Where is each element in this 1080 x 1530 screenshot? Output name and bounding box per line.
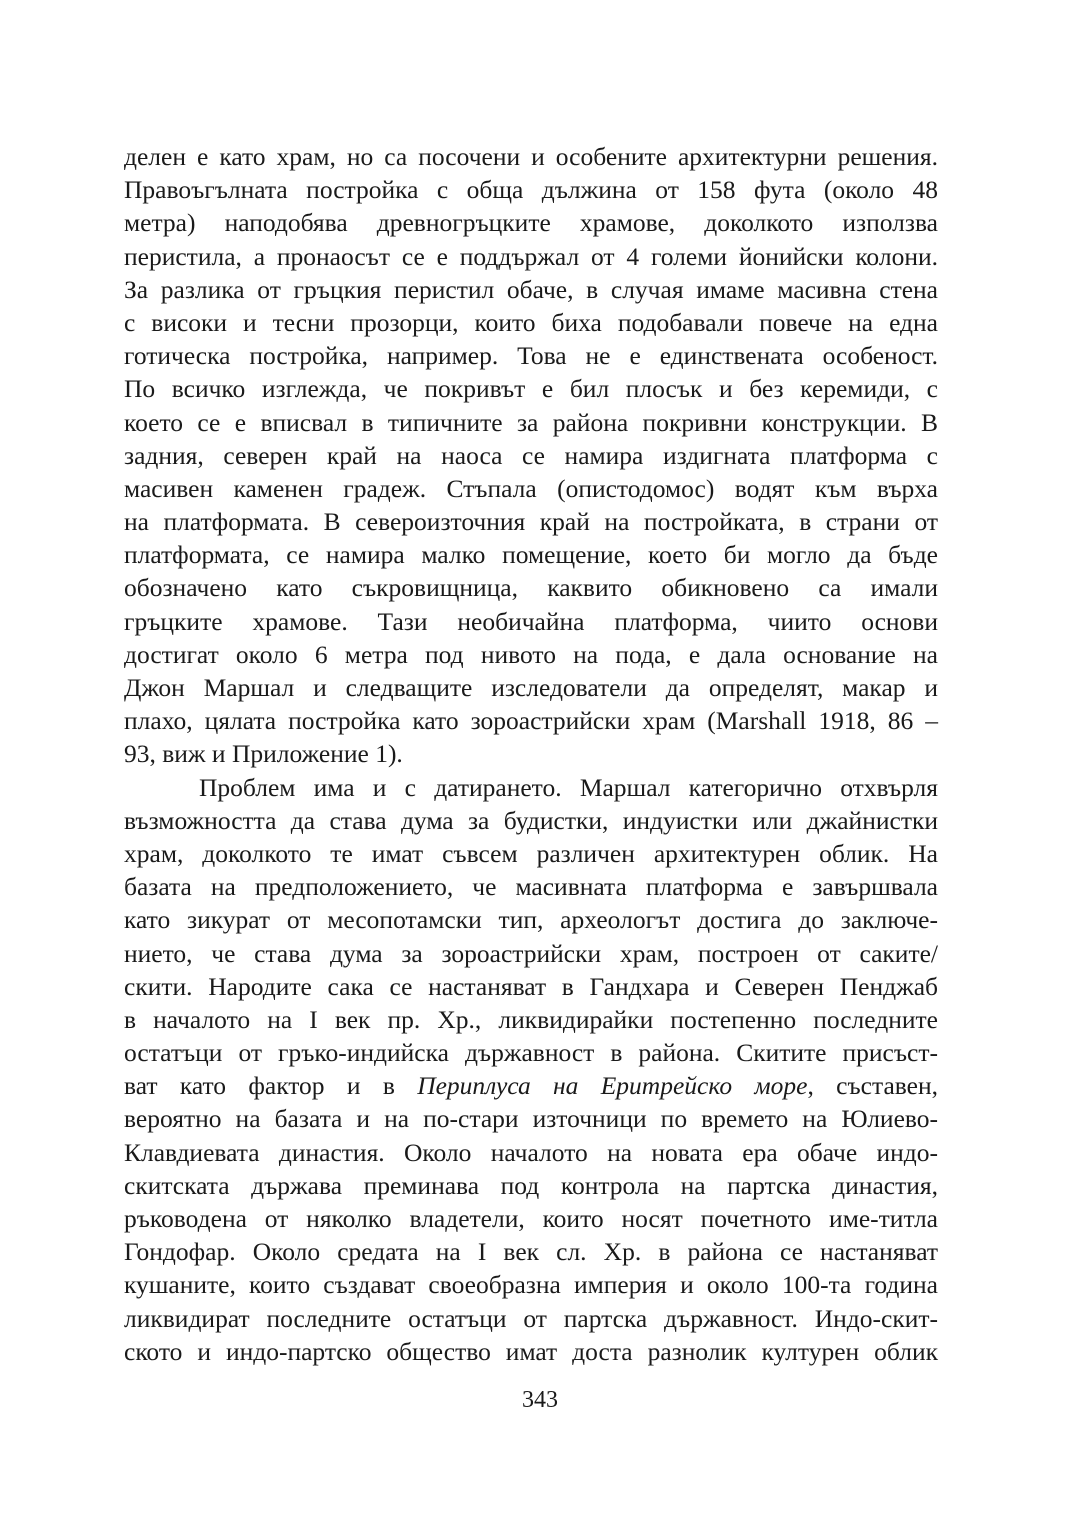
text-line: Правоъгълната постройка с обща дължина от 158 фута (около 48 [124, 175, 938, 205]
text-line: като зикурат от месопотамски тип, археологът достига до заключе- [124, 905, 938, 935]
page-number: 343 [522, 1387, 558, 1413]
text-line-with-title [124, 1069, 938, 1102]
text-line: базата на предположението, че масивната платформа е завършвала [124, 872, 938, 902]
paragraph-2 [124, 771, 938, 1368]
text-line: скитската държава преминава под контрола на партска династия, [124, 1170, 938, 1200]
text-line: гръцките храмове. Тази необичайна платформа, чиито основи [124, 606, 938, 636]
text-line: За разлика от гръцкия перистил обаче, в случая имаме масивна стена [124, 274, 938, 304]
text-line: По всичко изглежда, че покривът е бил плосък и без керемиди, с [124, 374, 938, 404]
text-line: плахо, цялата постройка като зороастрийски храм (Marshall 1918, 86 – [124, 706, 938, 736]
text-line: вероятно на базата и на по-стари източници по времето на Юлиево- [124, 1104, 938, 1134]
text-line: остатъци от гръко-индийска държавност в района. Скитите присъст- [124, 1038, 938, 1068]
paragraph-1 [124, 140, 938, 771]
text-line: нието, че става дума за зороастрийски храм, построен от саките/ [124, 938, 938, 968]
text-line: делен е като храм, но са посочени и особените архитектурни решения. [124, 142, 938, 171]
text-line: в началото на I век пр. Хр., ликвидирайки постепенно последните [124, 1004, 938, 1034]
text-line: което се е вписвал в типичните за района покривни конструкции. В [124, 407, 938, 437]
text-line: ското и индо-партско общество имат доста разнолик културен облик [124, 1336, 938, 1366]
text-line: кушаните, които създават своеобразна империя и около 100-та година [124, 1270, 938, 1300]
text-line: скити. Народите сака се настаняват в Гандхара и Северен Пенджаб [124, 971, 938, 1001]
text-line: достигат около 6 метра под нивото на пода, е дала основание на [124, 639, 938, 669]
text-line: перистила, а пронаосът се е поддържал от 4 големи йонийски колони. [124, 241, 938, 271]
text-line: възможността да става дума за будистки, индуистки или джайнистки [124, 805, 938, 835]
page-body [124, 140, 938, 1368]
text-line: ликвидират последните остатъци от партска държавност. Индо-скит- [124, 1303, 938, 1333]
text-segment: , съставен, [807, 1071, 939, 1101]
text-line: метра) наподобява древногръцките храмове, доколкото използва [124, 208, 938, 238]
text-line: Джон Маршал и следващите изследователи да определят, макар и [124, 673, 938, 702]
text-line: Гондофар. Около средата на I век сл. Хр. в района се настаняват [124, 1237, 938, 1267]
text-line: задния, северен край на наоса се намира издигната платформа с [124, 440, 938, 470]
text-line: с високи и тесни прозорци, които биха подобавали повече на една [124, 307, 938, 337]
text-line: Проблем има и с датирането. Маршал категорично отхвърля [199, 772, 938, 802]
text-line: готическа постройка, например. Това не е единствената особеност. [124, 341, 938, 371]
text-line: 93, виж и Приложение 1). [124, 739, 403, 769]
text-line: храм, доколкото те имат съвсем различен архитектурен облик. На [124, 838, 938, 868]
book-title: Периплуса на Еритрейско море [417, 1071, 808, 1101]
text-line: обозначено като съкровищница, каквито обикновено са имали [124, 573, 938, 603]
text-line: на платформата. В североизточния край на постройката, в страни от [124, 507, 938, 537]
text-line: Клавдиевата династия. Около началото на новата ера обаче индо- [124, 1137, 938, 1167]
text-line: масивен каменен градеж. Стъпала (опистодомос) водят към върха [124, 473, 938, 503]
text-line: платформата, се намира малко помещение, което би могло да бъде [124, 540, 938, 570]
text-segment: ват като фактор и в [124, 1071, 418, 1101]
text-line: ръководена от няколко владетели, които носят почетното име-титла [124, 1204, 938, 1233]
